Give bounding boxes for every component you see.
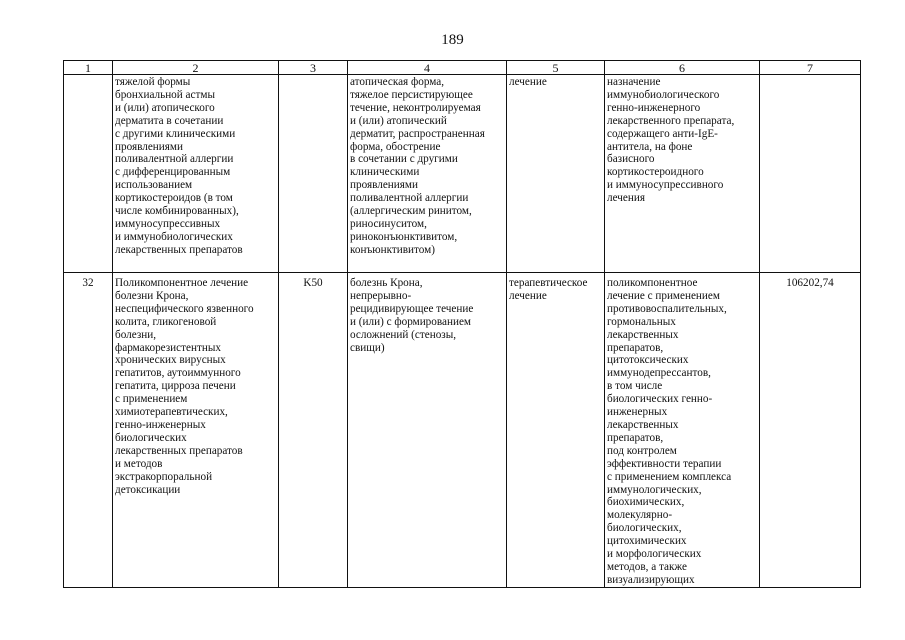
cost-value: 106202,74 — [786, 277, 834, 289]
care-type-text: Поликомпонентное лечение болезни Крона, неспецифического язвенного колита, гликогеновой болезни, фармакорезистентных хронических вирусных гепатитов, аутоиммунного гепатита, цирроза печени с применением химиотерапевтических, генно-инженерных биологических лекарственных препаратов и методов экстракорпоральной детоксикации — [115, 277, 254, 496]
treatment-type-cell — [507, 75, 605, 273]
column-header: 7 — [760, 61, 861, 75]
patient-model-text: болезнь Крона, непрерывно- рецидивирующее течение и (или) с формированием осложнений (стенозы, свищи) — [350, 277, 474, 354]
treatment-method-text: поликомпонентное лечение с применением противовоспалительных, гормональных лекарственных препаратов, цитотоксических иммунодепрессантов, в том числе биологических генно- инженерных лекарственных препаратов, под контролем эффективности терапии с применением комплекса иммунологических, биохимических, молекулярно- биологических, цитохимических и морфологических методов, а также визуализирующих — [607, 277, 732, 586]
cost-cell — [760, 273, 861, 588]
cost-cell — [760, 75, 861, 273]
column-header: 1 — [64, 61, 113, 75]
icd-code-cell — [279, 273, 348, 588]
treatment-method-cell — [605, 273, 760, 588]
row-number: 32 — [82, 277, 94, 289]
row-number-cell — [64, 273, 113, 588]
column-header: 3 — [279, 61, 348, 75]
column-header: 2 — [113, 61, 279, 75]
treatment-type-text: терапевтическое лечение — [509, 277, 588, 302]
column-header: 4 — [348, 61, 507, 75]
patient-model-cell — [348, 75, 507, 273]
treatment-type-text: лечение — [509, 76, 547, 88]
care-type-cell — [113, 273, 279, 588]
row-number-cell — [64, 75, 113, 273]
icd-code-cell — [279, 75, 348, 273]
treatment-method-cell — [605, 75, 760, 273]
table-row — [64, 273, 861, 588]
icd-code: K50 — [303, 277, 323, 289]
page-number: 189 — [441, 32, 464, 48]
services-table — [63, 60, 861, 588]
column-header-row — [64, 61, 861, 75]
care-type-text: тяжелой формы бронхиальной астмы и (или) атопического дерматита в сочетании с другими клиническими проявлениями поливалентной аллергии с дифференцированным использованием кортикостероидов (в том числе комбинированных), иммуносупрессивных и иммунобиологических лекарственных препаратов — [115, 76, 243, 256]
care-type-cell — [113, 75, 279, 273]
patient-model-text: атопическая форма, тяжелое персистирующее течение, неконтролируемая и (или) атопический дерматит, распространенная форма, обострение в сочетании с другими клиническими проявлениями поливалентной аллергии (аллергическим ринитом, риносинуситом, риноконъюнктивитом, конъюнктивитом) — [350, 76, 485, 256]
table-row — [64, 75, 861, 273]
column-header: 5 — [507, 61, 605, 75]
column-header: 6 — [605, 61, 760, 75]
patient-model-cell — [348, 273, 507, 588]
treatment-type-cell — [507, 273, 605, 588]
treatment-method-text: назначение иммунобиологического генно-инженерного лекарственного препарата, содержащего анти-IgE- антитела, на фоне базисного кортикостероидного и иммуносупрессивного лечения — [607, 76, 735, 205]
